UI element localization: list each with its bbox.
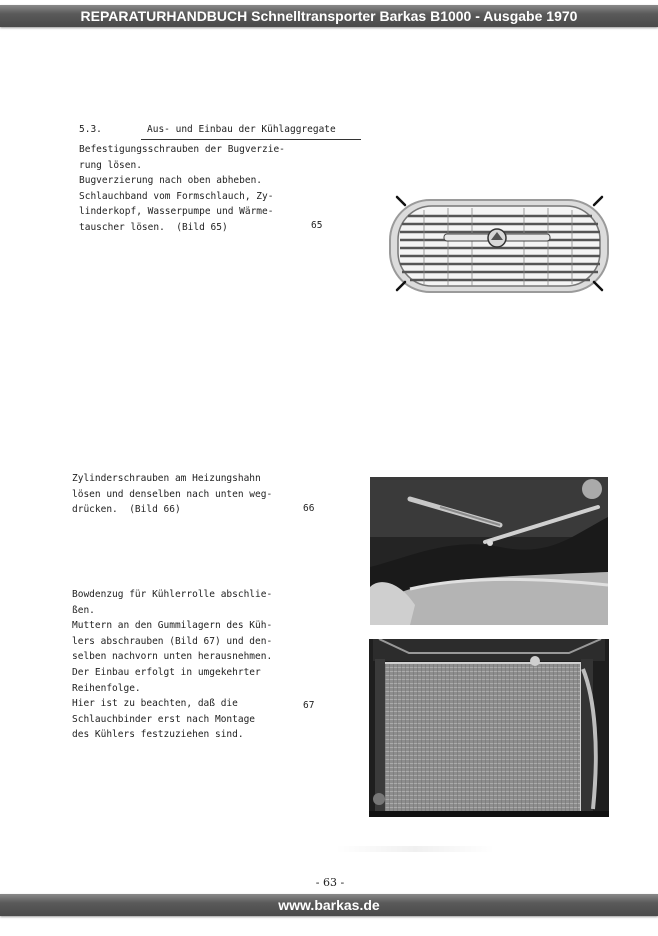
figure-reference-66: 66 [303,503,315,514]
text-line: Schlauchband vom Formschlauch, Zy- [79,190,274,202]
scan-smudge [335,846,495,852]
section-underline [141,139,361,140]
footer-url-link[interactable]: www.barkas.de [278,897,380,913]
section-title: Aus- und Einbau der Kühlaggregate [147,124,336,135]
document-footer-bar [0,894,658,916]
document-title: REPARATURHANDBUCH Schnelltransporter Barkas B1000 - Ausgabe 1970 [80,8,578,24]
figure-reference-67: 67 [303,700,315,711]
text-line: lösen und denselben nach unten weg- [72,488,273,500]
text-line: Reihenfolge. [72,682,141,694]
text-line: Hier ist zu beachten, daß die [72,698,238,710]
photo-radiator [369,639,609,817]
document-header-bar [0,5,658,27]
text-line: Der Einbau erfolgt in umgekehrter [72,666,261,678]
figure-reference-65: 65 [311,220,323,231]
instruction-block-radiator [72,587,272,743]
instruction-block-grille [79,142,285,236]
page-number: - 63 - [315,876,345,889]
text-line: tauscher lösen. (Bild 65) [79,221,228,233]
text-line: des Kühlers festzuziehen sind. [72,729,244,741]
text-line: Muttern an den Gummilagern des Küh- [72,620,273,632]
text-line: ßen. [72,604,95,616]
photo-heater-valve [370,477,608,625]
text-line: lers abschrauben (Bild 67) und den- [72,635,273,647]
text-line: Schlauchbinder erst nach Montage [72,713,256,725]
text-line: Bowdenzug für Kühlerrolle abschlie- [72,589,273,600]
photo-front-grille [384,192,616,312]
section-number: 5.3. [79,124,102,135]
text-line: drücken. (Bild 66) [72,504,181,516]
text-line: Befestigungsschrauben der Bugverzie- [79,144,285,155]
text-line: selben nachvorn unten herausnehmen. [72,651,273,663]
instruction-block-heater-valve [72,471,272,518]
text-line: Bugverzierung nach oben abheben. [79,175,263,187]
text-line: linderkopf, Wasserpumpe und Wärme- [79,206,274,218]
text-line: Zylinderschrauben am Heizungshahn [72,473,261,484]
text-line: rung lösen. [79,159,142,171]
